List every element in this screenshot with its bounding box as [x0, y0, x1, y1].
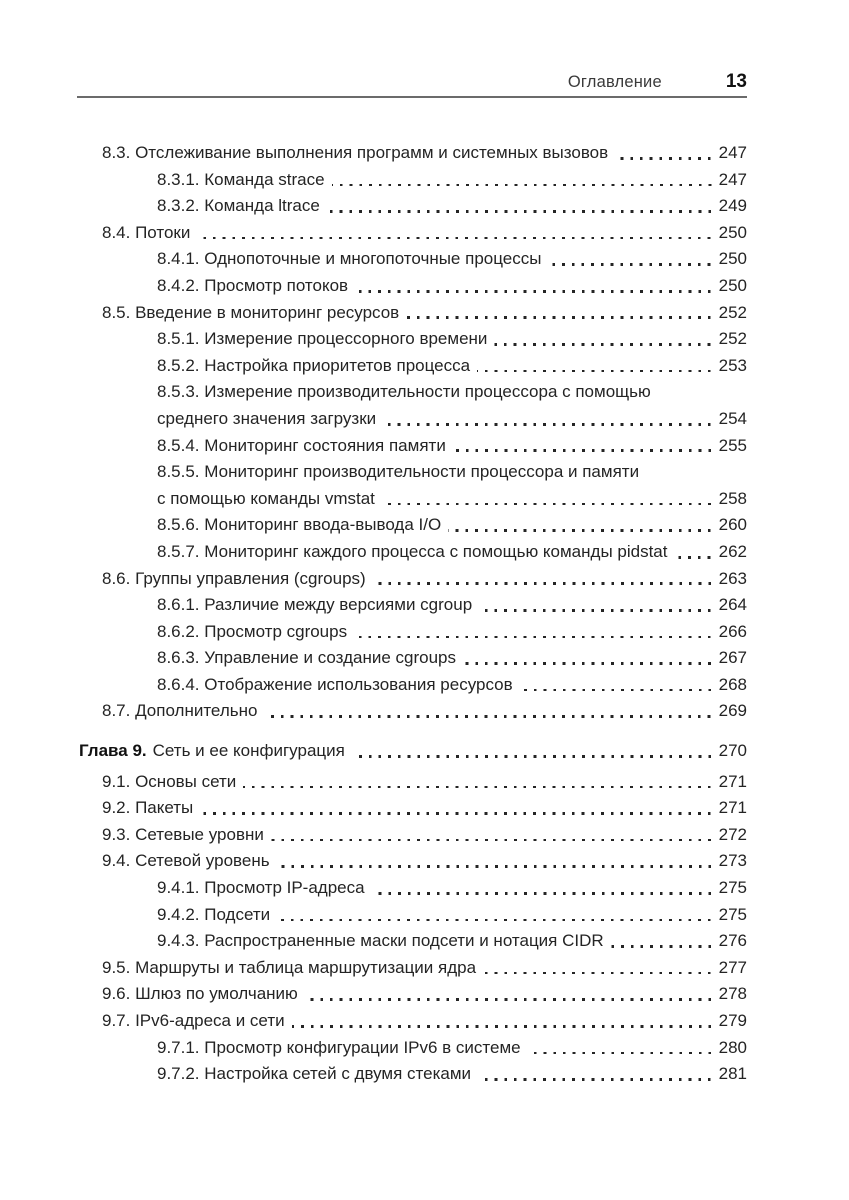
toc-entry — [77, 140, 747, 167]
entry-label: 9.7.1. Просмотр конфигурации IPv6 в системе — [157, 1037, 521, 1057]
toc-entry-line — [157, 928, 747, 955]
entry-label-continuation: с помощью команды vmstat — [157, 488, 375, 508]
page-header — [77, 0, 747, 96]
chapter-prefix: Глава 9. — [79, 741, 147, 761]
entry-label: 9.4.2. Подсети — [157, 904, 271, 924]
toc-entry — [77, 619, 747, 646]
toc-entry — [77, 300, 747, 327]
entry-label: 8.4.2. Просмотр потоков — [157, 275, 349, 295]
toc-list — [77, 140, 747, 1088]
page-number: 13 — [725, 71, 747, 92]
entry-label: 8.3.2. Команда ltrace — [157, 196, 320, 216]
entry-label: 9.4.3. Распространенные маски подсети и нотация CIDR — [157, 931, 604, 951]
toc-entry — [77, 902, 747, 929]
entry-page-number: 272 — [718, 824, 747, 844]
entry-label: 8.6.3. Управление и создание cgroups — [157, 648, 456, 668]
dot-leader — [470, 353, 719, 380]
toc-entry — [77, 167, 747, 194]
dot-leader — [257, 698, 718, 725]
toc-entry-line — [79, 738, 747, 765]
entry-label: 8.5.4. Мониторинг состояния памяти — [157, 435, 446, 455]
toc-entry-line — [157, 459, 747, 486]
toc-entry-line — [102, 140, 747, 167]
dot-leader — [487, 326, 718, 353]
dot-leader — [608, 140, 718, 167]
toc-entry-line — [157, 273, 747, 300]
entry-page-number: 266 — [718, 621, 747, 641]
dot-leader — [456, 645, 719, 672]
toc-entry-line — [157, 539, 747, 566]
entry-label: 9.6. Шлюз по умолчанию — [102, 984, 298, 1004]
toc-entry-line — [157, 193, 747, 220]
toc-entry — [77, 1035, 747, 1062]
toc-entry-line — [157, 645, 747, 672]
toc-entry — [77, 848, 747, 875]
toc-entry — [77, 769, 747, 796]
entry-page-number: 279 — [718, 1011, 747, 1030]
entry-label: 9.2. Пакеты — [102, 798, 194, 818]
entry-page-number: 278 — [718, 984, 747, 1004]
entry-page-number: 277 — [718, 957, 747, 977]
dot-leader — [365, 875, 719, 902]
toc-entry — [77, 955, 747, 982]
toc-entry — [77, 512, 747, 539]
entry-page-number: 254 — [718, 408, 747, 428]
dot-leader — [298, 981, 719, 1008]
toc-entry-line — [102, 220, 747, 247]
dot-leader — [325, 167, 719, 194]
dot-leader — [348, 273, 719, 300]
toc-entry — [77, 193, 747, 220]
toc-entry-continuation-line — [157, 406, 747, 433]
toc-entry-line — [157, 1061, 747, 1088]
entry-page-number: 281 — [718, 1064, 747, 1084]
toc-entry-line — [102, 698, 747, 725]
entry-label: 8.6.4. Отображение использования ресурсов — [157, 674, 513, 694]
toc-chapter-entry — [77, 738, 747, 765]
entry-label: 9.7.2. Настройка сетей с двумя стеками — [157, 1064, 472, 1084]
toc-entry — [77, 592, 747, 619]
dot-leader — [376, 406, 718, 433]
dot-leader — [270, 848, 719, 875]
header-rule — [77, 96, 747, 98]
dot-leader — [345, 738, 719, 765]
entry-page-number: 250 — [718, 249, 747, 269]
dot-leader — [446, 433, 719, 460]
entry-page-number: 271 — [718, 771, 747, 791]
toc-entry — [77, 433, 747, 460]
toc-entry-line — [102, 795, 747, 822]
dot-leader — [264, 822, 719, 849]
entry-label: 8.3.1. Команда strace — [157, 169, 325, 189]
dot-leader — [399, 300, 718, 327]
entry-page-number: 247 — [718, 143, 747, 162]
entry-label: 8.6.1. Различие между версиями cgroup — [157, 595, 473, 615]
toc-entry-line — [157, 902, 747, 929]
toc-entry — [77, 672, 747, 699]
toc-entry — [77, 645, 747, 672]
entry-page-number: 252 — [718, 302, 747, 322]
dot-leader — [375, 486, 719, 513]
toc-entry — [77, 1061, 747, 1088]
toc-entry — [77, 246, 747, 273]
entry-page-number: 269 — [718, 701, 747, 721]
toc-entry-continuation-line — [157, 486, 747, 513]
entry-label: 8.5.5. Мониторинг производительности процессора и памяти — [157, 462, 640, 482]
toc-entry — [77, 822, 747, 849]
toc-entry-line — [157, 246, 747, 273]
toc-entry-line — [157, 619, 747, 646]
entry-page-number: 275 — [718, 904, 747, 924]
dot-leader — [476, 955, 719, 982]
entry-page-number: 262 — [718, 541, 747, 561]
toc-entry-line — [157, 433, 747, 460]
entry-page-number: 276 — [718, 931, 747, 951]
entry-page-number: 250 — [718, 275, 747, 295]
toc-entry-line — [157, 592, 747, 619]
entry-page-number: 280 — [718, 1037, 747, 1057]
dot-leader — [472, 592, 718, 619]
entry-label: 8.4.1. Однопоточные и многопоточные процессы — [157, 249, 542, 269]
toc-entry-line — [157, 1035, 747, 1062]
toc-entry — [77, 353, 747, 380]
dot-leader — [236, 769, 718, 796]
toc-entry — [77, 273, 747, 300]
toc-entry — [77, 459, 747, 512]
toc-entry-line — [157, 167, 747, 194]
running-header-title: Оглавление — [567, 73, 662, 91]
dot-leader — [270, 902, 718, 929]
dot-leader — [604, 928, 719, 955]
entry-page-number: 270 — [718, 741, 747, 761]
toc-entry — [77, 539, 747, 566]
dot-leader — [190, 220, 718, 247]
entry-page-number: 275 — [718, 878, 747, 898]
dot-leader — [193, 795, 718, 822]
entry-page-number: 260 — [718, 515, 747, 535]
entry-label: 8.5.1. Измерение процессорного времени — [157, 329, 488, 349]
toc-entry-line — [157, 326, 747, 353]
entry-label: 9.5. Маршруты и таблица маршрутизации ядра — [102, 957, 477, 977]
entry-page-number: 271 — [718, 798, 747, 818]
dot-leader — [541, 246, 718, 273]
dot-leader — [347, 619, 719, 646]
entry-label: 9.4. Сетевой уровень — [102, 851, 270, 871]
toc-entry-line — [157, 353, 747, 380]
entry-page-number: 253 — [718, 355, 747, 375]
entry-label-continuation: среднего значения загрузки — [157, 408, 377, 428]
entry-page-number: 247 — [718, 169, 747, 189]
entry-label: 8.3. Отслеживание выполнения программ и системных вызовов — [102, 143, 609, 162]
entry-page-number: 263 — [718, 568, 747, 588]
toc-entry-line — [157, 672, 747, 699]
toc-entry-line — [102, 1008, 747, 1035]
dot-leader — [513, 672, 719, 699]
toc-entry-line — [102, 566, 747, 593]
dot-leader — [521, 1035, 719, 1062]
toc-entry-line — [157, 875, 747, 902]
entry-label: 9.1. Основы сети — [102, 771, 237, 791]
toc-entry — [77, 928, 747, 955]
toc-entry — [77, 698, 747, 725]
entry-label: 8.7. Дополнительно — [102, 701, 258, 721]
dot-leader — [471, 1061, 719, 1088]
entry-label: 8.5.7. Мониторинг каждого процесса с помощью команды pidstat — [157, 541, 668, 561]
entry-page-number: 268 — [718, 674, 747, 694]
toc-entry — [77, 566, 747, 593]
toc-entry-line — [102, 769, 747, 796]
toc-entry — [77, 379, 747, 432]
toc-entry — [77, 220, 747, 247]
dot-leader — [320, 193, 719, 220]
dot-leader — [441, 512, 718, 539]
toc-entry — [77, 795, 747, 822]
toc-entry-line — [157, 512, 747, 539]
entry-label: 9.3. Сетевые уровни — [102, 824, 264, 844]
toc-entry — [77, 981, 747, 1008]
dot-leader — [285, 1008, 719, 1035]
entry-label: 8.5.6. Мониторинг ввода-вывода I/O — [157, 515, 442, 535]
toc-entry-line — [102, 822, 747, 849]
toc-entry-line — [102, 981, 747, 1008]
entry-label: 8.6. Группы управления (cgroups) — [102, 568, 366, 588]
toc-entry-line — [157, 379, 747, 406]
entry-page-number: 273 — [718, 851, 747, 871]
toc-entry-line — [102, 300, 747, 327]
entry-page-number: 258 — [718, 488, 747, 508]
toc-entry-line — [102, 955, 747, 982]
toc-entry — [77, 326, 747, 353]
entry-label: 8.5.3. Измерение производительности процессора с помощью — [157, 382, 651, 402]
entry-label: 9.4.1. Просмотр IP-адреса — [157, 878, 365, 898]
entry-label: 8.5.2. Настройка приоритетов процесса — [157, 355, 471, 375]
toc-entry-line — [102, 848, 747, 875]
dot-leader — [366, 566, 719, 593]
entry-page-number: 255 — [718, 435, 747, 455]
entry-label: 8.6.2. Просмотр cgroups — [157, 621, 348, 641]
entry-label: 8.4. Потоки — [102, 222, 191, 242]
entry-label: Сеть и ее конфигурация — [152, 741, 345, 761]
entry-label: 8.5. Введение в мониторинг ресурсов — [102, 302, 400, 322]
entry-page-number: 249 — [718, 196, 747, 216]
entry-page-number: 252 — [718, 329, 747, 349]
entry-page-number: 250 — [718, 222, 747, 242]
entry-page-number: 264 — [718, 595, 747, 615]
toc-entry — [77, 1008, 747, 1035]
entry-label: 9.7. IPv6-адреса и сети — [102, 1011, 285, 1030]
dot-leader — [667, 539, 718, 566]
toc-entry — [77, 875, 747, 902]
entry-page-number: 267 — [718, 648, 747, 668]
